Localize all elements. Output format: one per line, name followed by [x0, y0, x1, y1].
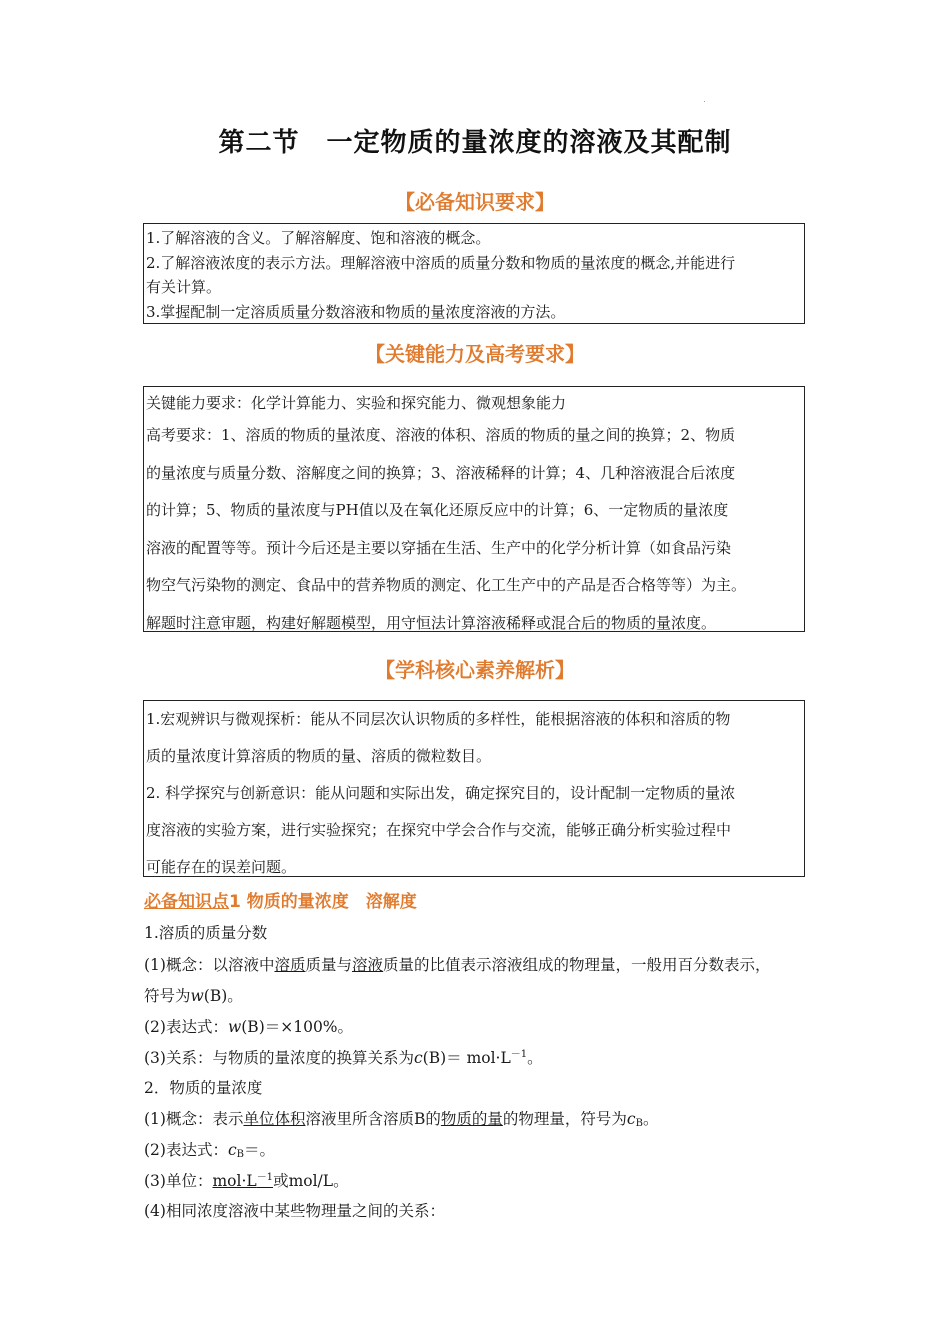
italic-variable: c — [227, 1141, 237, 1159]
text-run: 或mol/L。 — [273, 1172, 349, 1190]
text-run: 质量与 — [305, 956, 352, 974]
text-run: mol·L — [212, 1172, 257, 1190]
underlined-term: 单位体积 — [243, 1110, 306, 1128]
key-ability-line: 高考要求：1、溶质的物质的量浓度、溶液的体积、溶质的物质的量之间的换算；2、物质 — [146, 426, 736, 444]
subscript: B — [236, 1149, 245, 1160]
key-ability-line: 的计算；5、物质的量浓度与PH值以及在氧化还原反应中的计算；6、一定物质的量浓度 — [146, 501, 729, 519]
underlined-unit — [212, 1172, 273, 1190]
superscript: －1 — [510, 1049, 528, 1060]
text-run: ＝。 — [244, 1141, 276, 1159]
text-run: (1)概念：表示 — [144, 1110, 244, 1128]
required-knowledge-line: 3.掌握配制一定溶质质量分数溶液和物质的量浓度溶液的方法。 — [146, 302, 566, 321]
text-run: 溶液里所含溶质B的 — [305, 1110, 441, 1128]
page-mark — [704, 101, 705, 102]
italic-variable: w — [227, 1018, 242, 1036]
molarity-relation: (4)相同浓度溶液中某些物理量之间的关系： — [144, 1202, 445, 1220]
text-run: 质量的比值表示溶液组成的物理量，一般用百分数表示， — [383, 956, 771, 974]
section-heading-required-knowledge: 【必备知识要求】 — [395, 190, 555, 214]
underlined-term: 溶液 — [352, 956, 384, 974]
mass-fraction-relation — [144, 1045, 543, 1068]
key-ability-line: 解题时注意审题，构建好解题模型，用守恒法计算溶液稀释或混合后的物质的量浓度。 — [146, 613, 717, 632]
section-heading-core-literacy: 【学科核心素养解析】 — [375, 658, 575, 682]
core-literacy-line: 2. 科学探究与创新意识：能从问题和实际出发，确定探究目的，设计配制一定物质的量浓 — [146, 784, 736, 802]
underlined-term: 溶质 — [274, 956, 306, 974]
core-literacy-line: 1.宏观辨识与微观探析：能从不同层次认识物质的多样性，能根据溶液的体积和溶质的物 — [146, 710, 731, 728]
key-ability-line: 溶液的配置等等。预计今后还是主要以穿插在生活、生产中的化学分析计算（如食品污染 — [146, 538, 732, 557]
required-knowledge-line: 1.了解溶液的含义。了解溶解度、饱和溶液的概念。 — [146, 229, 491, 247]
key-ability-line: 的量浓度与质量分数、溶解度之间的换算；3、溶液稀释的计算；4、几种溶液混合后浓度 — [146, 463, 736, 482]
italic-variable: c — [413, 1049, 423, 1067]
section-heading-key-ability: 【关键能力及高考要求】 — [365, 342, 585, 366]
molarity-unit — [144, 1168, 349, 1191]
key-ability-box — [143, 386, 805, 632]
molarity-concept — [144, 1107, 658, 1129]
core-literacy-box — [143, 700, 805, 877]
molarity-expression — [144, 1138, 275, 1160]
page-title: 第二节 一定物质的量浓度的溶液及其配制 — [218, 128, 732, 158]
knowledge-point-title — [144, 887, 417, 912]
text-run: (3)关系：与物质的量浓度的换算关系为 — [144, 1049, 414, 1067]
mass-fraction-expression — [144, 1015, 353, 1037]
text-run: 的物理量，符号为 — [502, 1110, 627, 1128]
key-ability-line: 关键能力要求：化学计算能力、实验和探究能力、微观想象能力 — [146, 394, 567, 412]
italic-variable: w — [190, 987, 204, 1005]
knowledge-point-title-underlined: 必备知识点 — [144, 892, 229, 912]
subscript: B — [635, 1118, 643, 1129]
text-run: (1)概念：以溶液中 — [144, 956, 275, 974]
mass-fraction-concept — [144, 953, 771, 975]
text-run: (3)单位： — [144, 1172, 213, 1190]
subsection-title: 2．物质的量浓度 — [144, 1079, 263, 1097]
italic-variable: c — [626, 1110, 636, 1128]
knowledge-point-title-rest: 1 物质的量浓度 溶解度 — [229, 892, 417, 912]
text-run: (B)＝×100%。 — [241, 1018, 354, 1036]
required-knowledge-line: 有关计算。 — [146, 278, 222, 296]
text-run: 。 — [527, 1049, 543, 1067]
text-run: (2)表达式： — [144, 1141, 228, 1159]
superscript: －1 — [256, 1172, 274, 1183]
text-run: 。 — [642, 1110, 659, 1128]
text-run: 符号为 — [144, 987, 191, 1005]
underlined-term: 物质的量 — [440, 1110, 503, 1128]
core-literacy-line: 度溶液的实验方案，进行实验探究；在探究中学会合作与交流，能够正确分析实验过程中 — [146, 821, 732, 839]
required-knowledge-line: 2.了解溶液浓度的表示方法。理解溶液中溶质的质量分数和物质的量浓度的概念,并能进行 — [146, 253, 736, 272]
text-run: (B)＝ mol·L — [422, 1049, 511, 1067]
subsection-title: 1.溶质的质量分数 — [144, 924, 268, 942]
text-run: (2)表达式： — [144, 1018, 228, 1036]
text-run: (B)。 — [203, 987, 243, 1005]
core-literacy-line: 质的量浓度计算溶质的物质的量、溶质的微粒数目。 — [146, 747, 492, 765]
mass-fraction-symbol — [144, 984, 243, 1006]
required-knowledge-box — [143, 223, 805, 324]
core-literacy-line: 可能存在的误差问题。 — [146, 858, 297, 876]
key-ability-line: 物空气污染物的测定、食品中的营养物质的测定、化工生产中的产品是否合格等等）为主。 — [146, 576, 747, 594]
